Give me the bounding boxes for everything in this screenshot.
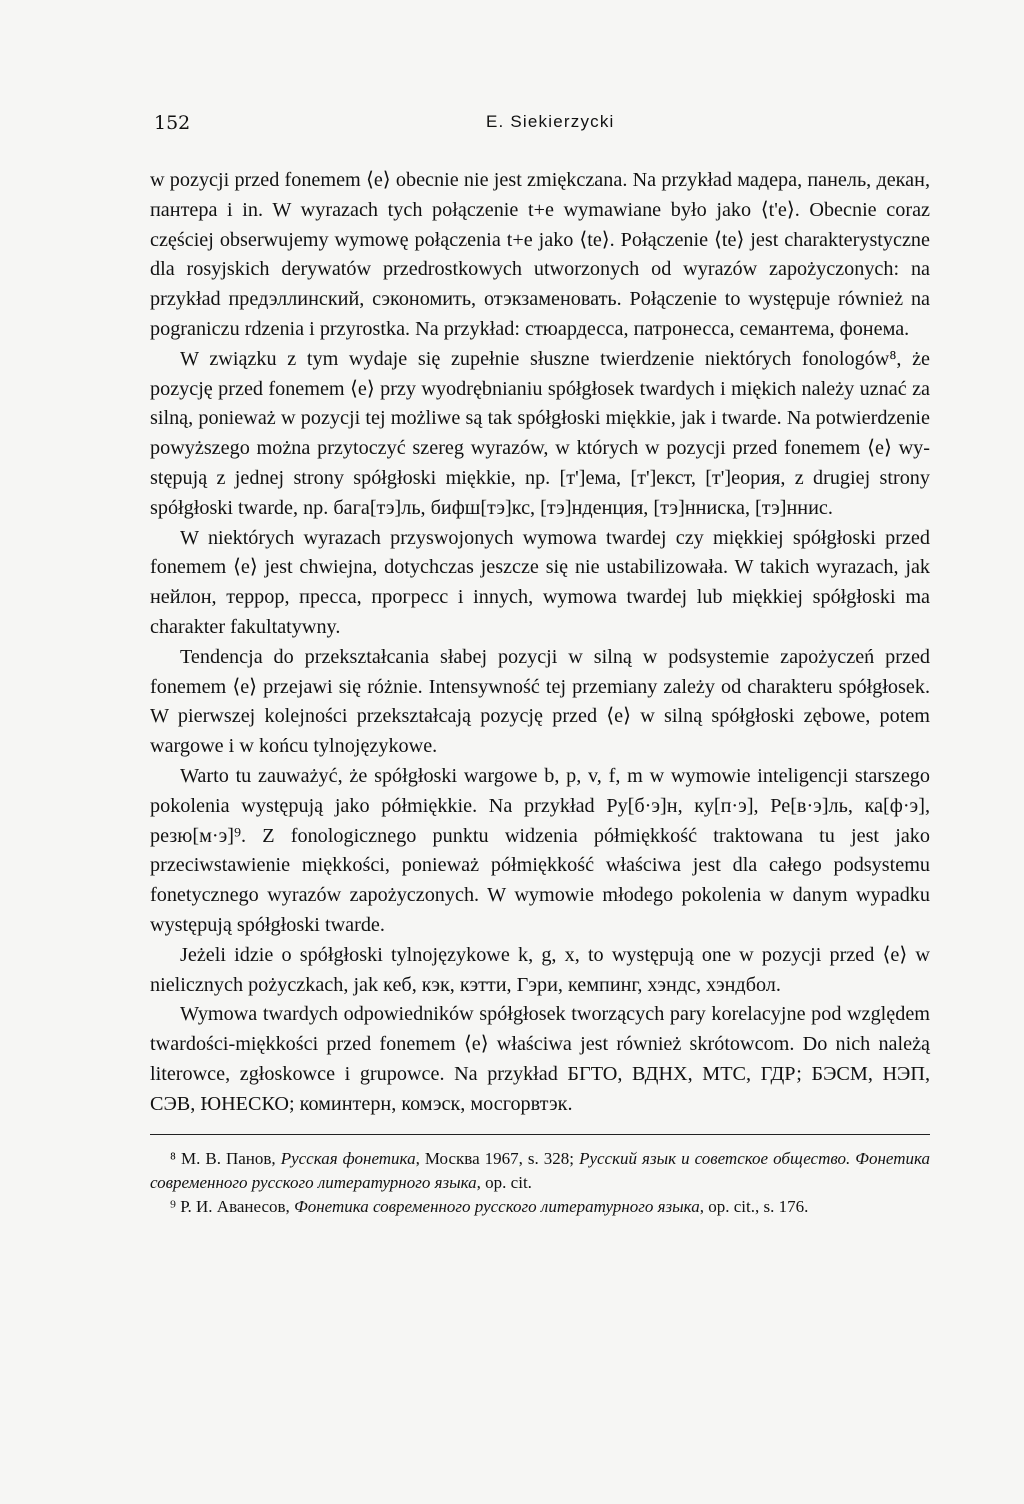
footnote-citation: , op. cit., s. 176. bbox=[699, 1196, 809, 1216]
running-head: E. Siekierzycki bbox=[486, 112, 615, 131]
footnote-title: Фонетика современного русского литературного языка bbox=[294, 1196, 700, 1216]
document-page bbox=[150, 112, 930, 1219]
footnote-title: Русский язык и советское общество. Фонетика современного русского литературного языка bbox=[150, 1148, 931, 1192]
footnote-citation: , Москва 1967, s. 328; bbox=[415, 1148, 580, 1168]
paragraph: W związku z tym wydaje się zupełnie słuszne twierdzenie niektórych fonologów⁸, że pozycję przed fonemem ⟨e⟩ przy wyodrębnianiu spółgłosek twardych i miękich należy uznać za silną, ponieważ w pozycji tej możliwe są tak spółgłoski miękkie, jak i twarde. Na potwierdzenie powyższego można przytoczyć szereg wyrazów, w których w pozycji przed fonemem ⟨e⟩ występują z jednej strony spółgłoski miękkie, np. [т']ема, [т']екст, [т']еория, z drugiej strony spółgłoski twarde, np. бага[тэ]ль, бифш[тэ]кс, [тэ]нденция, [тэ]ннискa, [тэ]ннис. bbox=[150, 347, 930, 519]
paragraph: Wymowa twardych odpowiedników spółgłosek tworzących pary korelacyjne pod względem twardości-miękkości przed fonemem ⟨e⟩ właściwa jest również skrótowcom. Do nich należą literowce, zgłoskowce i grupowce. Na przykład БГТО, ВДНХ, МТС, ГДР; БЭСМ, НЭП, СЭВ, ЮНЕСКО; коминтерн, комэск, мосгорвтэк. bbox=[150, 1003, 930, 1115]
footnote-title: Русская фонетика bbox=[280, 1148, 416, 1168]
footnote-mark: ⁹ bbox=[170, 1196, 176, 1216]
paragraph: W niektórych wyrazach przyswojonych wymowa twardej czy miękkiej spółgłoski przed fonemem ⟨e⟩ jest chwiejna, dotychczas jeszcze się nie ustabilizowała. W takich wyrazach, jak нейлон, террор, пресса, прогресс i innych, wymowa twardej lub miękkiej spółgłoski ma charakter fakultatywny. bbox=[150, 526, 930, 638]
footnote bbox=[150, 1147, 930, 1195]
paragraph: Jeżeli idzie o spółgłoski tylnojęzykowe k, g, x, to występują one w pozycji przed ⟨e⟩ w nielicznych pożyczkach, jak кеб, кэк, кэтти, Гэри, кемпинг, хэндс, хэндбол. bbox=[150, 943, 930, 996]
footnote-mark: ⁸ bbox=[170, 1148, 176, 1168]
footnote-author: М. В. Панов, bbox=[175, 1148, 281, 1168]
footnote-author: Р. И. Аванесов, bbox=[175, 1196, 295, 1216]
page-number: 152 bbox=[154, 112, 191, 134]
body-text bbox=[150, 166, 930, 1120]
footnotes bbox=[150, 1134, 930, 1219]
paragraph: Warto tu zauważyć, że spółgłoski wargowe b, p, v, f, m w wymowie inteligencji starszego pokolenia występują jako półmiękkie. Na przykład Ру[б·э]н, ку[п·э], Ре[в·э]ль, ка[ф·э], резю[м·э]⁹. Z fonologicznego punktu widzenia półmiękkość traktowana tu jest jako przeciwstawienie miękkości, ponieważ półmiękkość właściwa jest dla całego podsystemu fonetycznego wyrazów zapożyczonych. W wymowie młodego pokolenia w danym wypadku występują spółgłoski twarde. bbox=[150, 764, 930, 936]
footnote bbox=[150, 1195, 930, 1219]
paragraph: w pozycji przed fonemem ⟨e⟩ obecnie nie jest zmiękczana. Na przykład мадера, панель, декан, пантера i in. W wyrazach tych połączenie t+e wymawiane było jako ⟨t'e⟩. Obecnie coraz częściej obserwujemy wymowę połączenia t+e jako ⟨te⟩. Połączenie ⟨te⟩ jest charakterystyczne dla rosyjskich derywatów przedrostkowych utworzonych od wyrazów zapożyczonych: na przykład предэллинский, сэкономить, отэкзаменовать. Połączenie to występuje również na pograniczu rdzenia i przyrostka. Na przykład: стюардесса, патронесса, семантема, фонема. bbox=[150, 169, 930, 340]
page-header bbox=[150, 112, 930, 144]
footnote-citation: , op. cit. bbox=[476, 1172, 532, 1192]
paragraph: Tendencja do przekształcania słabej pozycji w silną w podsystemie zapożyczeń przed fonemem ⟨e⟩ przejawi się różnie. Intensywność tej przemiany zależy od charakteru spółgłosek. W pierwszej kolejności przekształcają pozycję przed ⟨e⟩ w silną spółgłoski zębowe, potem wargowe i w końcu tylnojęzykowe. bbox=[150, 645, 930, 758]
